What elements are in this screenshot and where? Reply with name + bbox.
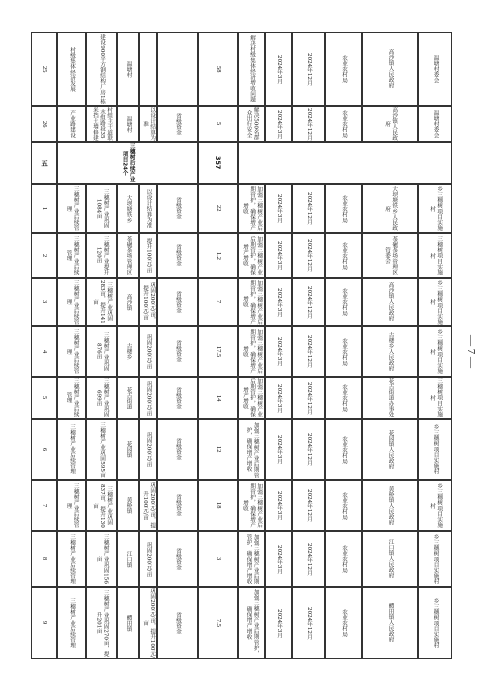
cell-row-no bbox=[31, 419, 57, 480]
cell-end-date bbox=[292, 326, 325, 377]
cell-start-date bbox=[265, 419, 292, 480]
cell-amount bbox=[198, 419, 238, 480]
unit-text: 温塘村委会 bbox=[432, 110, 439, 138]
standard-text: 巩固200元/亩 bbox=[145, 432, 152, 467]
cell-location bbox=[117, 587, 139, 659]
cell-unit bbox=[418, 587, 452, 659]
cell-benefit bbox=[238, 377, 265, 419]
benefit-text: 加强三穗树产业后期管护，确保增产增收 bbox=[245, 589, 259, 657]
cell-fund-source bbox=[157, 326, 198, 377]
cell-unit bbox=[418, 233, 452, 278]
cell-category bbox=[57, 531, 86, 587]
cell-amount bbox=[198, 377, 238, 419]
cell-standard bbox=[139, 480, 157, 531]
cell-standard bbox=[139, 32, 157, 106]
row-no-text: 1 bbox=[41, 206, 49, 211]
cell-unit bbox=[418, 531, 452, 587]
content-text: 三穗树产业提升120亩 bbox=[95, 235, 109, 276]
cell-standard bbox=[139, 184, 157, 233]
cell-amount bbox=[198, 278, 238, 326]
fund-source-text: 省级资金 bbox=[175, 197, 182, 220]
location-text: 茶碾茶场管理区 bbox=[125, 235, 132, 276]
fund-source-text: 省级资金 bbox=[175, 494, 182, 517]
cell-content bbox=[86, 377, 117, 419]
end-date-text: 2024年12月 bbox=[306, 606, 313, 640]
standard-text: 巩固200元/亩 bbox=[145, 334, 152, 369]
implementer-text: 茶碾茶场管理区管委会 bbox=[384, 235, 398, 276]
cell-benefit bbox=[238, 480, 265, 531]
row-no-text: 6 bbox=[41, 447, 49, 452]
fund-source-text: 省级资金 bbox=[175, 611, 182, 635]
cell-end-date bbox=[292, 278, 325, 326]
cell-amount bbox=[198, 531, 238, 587]
category-text: 三穗树产业后续管理 bbox=[69, 533, 76, 585]
cell-implementer bbox=[362, 587, 418, 659]
cell-implementer bbox=[362, 106, 418, 142]
content-text: 三穗树产业巩固1084亩 bbox=[95, 188, 109, 229]
cell-standard bbox=[139, 326, 157, 377]
row-no-text: 4 bbox=[41, 349, 49, 354]
cell-end-date bbox=[292, 106, 325, 142]
cell-location bbox=[117, 326, 139, 377]
row-no-text: 3 bbox=[41, 300, 49, 304]
cell-content bbox=[86, 106, 117, 142]
cell-end-date bbox=[292, 184, 325, 233]
cell-category bbox=[57, 326, 86, 377]
start-date-text: 2024年3月 bbox=[276, 109, 283, 139]
cell-amount bbox=[198, 480, 238, 531]
amount-text: 3 bbox=[215, 557, 223, 561]
cell-amount bbox=[198, 32, 238, 106]
cell-content bbox=[86, 326, 117, 377]
benefit-text: 加强三穗树产业后期管护，确保增产增收 bbox=[241, 483, 263, 528]
cell-unit bbox=[418, 377, 452, 419]
fund-source-text: 省级资金 bbox=[175, 340, 182, 363]
end-date-text: 2024年12月 bbox=[306, 542, 313, 576]
cell-start-date bbox=[265, 377, 292, 419]
benefit-text: 加强三穗树产业后期管护，确保增产增收 bbox=[241, 235, 263, 276]
unit-text: 乡三穗树项目实施村 bbox=[432, 533, 439, 585]
cell-end-date bbox=[292, 480, 325, 531]
cell-start-date bbox=[265, 278, 292, 326]
cell-content bbox=[86, 419, 117, 480]
responsible-dept-text: 农业农村局 bbox=[341, 241, 348, 270]
fund-source-text: 省级资金 bbox=[175, 438, 182, 461]
cell-unit bbox=[418, 278, 452, 326]
end-date-text: 2024年12月 bbox=[306, 239, 313, 272]
row-no-text: 五 bbox=[40, 159, 49, 167]
benefit-text: 加强三穗树产业后期管护，确保增产增收 bbox=[241, 329, 263, 374]
implementer-text: 黄桥镇人民政府 bbox=[387, 485, 394, 526]
row-no-text: 2 bbox=[41, 253, 49, 258]
cell-standard bbox=[139, 377, 157, 419]
cell-row-no bbox=[31, 326, 57, 377]
start-date-text: 2024年3月 bbox=[276, 491, 283, 520]
cell-row-no bbox=[31, 184, 57, 233]
cell-end-date bbox=[292, 32, 325, 106]
cell-start-date bbox=[265, 184, 292, 233]
unit-text: 乡三穗树项目实施村 bbox=[432, 597, 439, 649]
cell-location bbox=[117, 106, 139, 142]
start-date-text: 2024年3月 bbox=[276, 544, 283, 574]
location-text: 醴田镇 bbox=[125, 614, 132, 632]
cell-benefit bbox=[238, 278, 265, 326]
cell-category bbox=[57, 142, 198, 184]
cell-row-no bbox=[31, 278, 57, 326]
responsible-dept-text: 农业农村局 bbox=[341, 384, 348, 412]
end-date-text: 2024年12月 bbox=[306, 381, 313, 415]
cell-row-no bbox=[31, 32, 57, 106]
cell-location bbox=[117, 377, 139, 419]
cell-implementer bbox=[362, 377, 418, 419]
start-date-text: 2024年3月 bbox=[276, 608, 283, 638]
cell-content bbox=[86, 32, 117, 106]
cell-location bbox=[117, 419, 139, 480]
responsible-dept-text: 农业农村局 bbox=[341, 288, 348, 316]
start-date-text: 2024年3月 bbox=[276, 194, 283, 223]
cell-standard bbox=[139, 531, 157, 587]
cell-start-date bbox=[265, 587, 292, 659]
standard-text: 以设计结算为准 bbox=[145, 188, 152, 229]
responsible-dept-text: 农业农村局 bbox=[341, 435, 348, 464]
cell-implementer bbox=[362, 480, 418, 531]
row-no-text: 8 bbox=[41, 557, 49, 561]
unit-text: 乡三穗树项目实施村 bbox=[429, 329, 443, 374]
cell-start-date bbox=[265, 32, 292, 106]
content-text: 三穗树产业巩固595亩 bbox=[99, 421, 106, 478]
cell-content bbox=[86, 184, 117, 233]
implementer-text: 高沙镇人民政府 bbox=[387, 282, 394, 322]
location-text: 花园镇 bbox=[125, 441, 132, 458]
content-text: 村组主干道联水组路段35米挡土墙修建 bbox=[91, 107, 113, 141]
cell-responsible-dept bbox=[325, 184, 362, 233]
implementer-text: 花园镇人民政府 bbox=[387, 429, 394, 470]
location-text: 高沙镇 bbox=[125, 293, 132, 311]
cell-unit bbox=[418, 480, 452, 531]
cell-row-no bbox=[31, 587, 57, 659]
unit-text: 乡三穗树项目实施村 bbox=[432, 424, 439, 475]
cell-responsible-dept bbox=[325, 377, 362, 419]
cell-content bbox=[86, 278, 117, 326]
cell-benefit bbox=[238, 587, 265, 659]
cell-fund-source bbox=[157, 233, 198, 278]
cell-standard bbox=[139, 106, 157, 142]
cell-fund-source bbox=[157, 480, 198, 531]
cell-end-date bbox=[292, 587, 325, 659]
responsible-dept-text: 农业农村局 bbox=[341, 545, 348, 573]
benefit-text: 解决村级集体经济增收问题 bbox=[249, 35, 256, 103]
cell-start-date bbox=[265, 326, 292, 377]
end-date-text: 2024年12月 bbox=[306, 107, 313, 141]
cell-category bbox=[57, 106, 86, 142]
fund-source-text: 省级资金 bbox=[175, 547, 182, 571]
cell-start-date bbox=[265, 480, 292, 531]
amount-text: 357 bbox=[214, 156, 223, 170]
cell-benefit bbox=[238, 32, 265, 106]
standard-text: 提升100元/亩 bbox=[145, 238, 152, 273]
cell-responsible-dept bbox=[325, 587, 362, 659]
implementer-text: 花古街道办事处 bbox=[387, 378, 394, 418]
fund-source-text: 省级资金 bbox=[175, 112, 182, 136]
category-text: 三穗树产业后续管理 bbox=[65, 329, 79, 374]
fund-source-text: 省级资金 bbox=[175, 244, 182, 267]
cell-fund-source bbox=[157, 278, 198, 326]
responsible-dept-text: 农业农村局 bbox=[341, 609, 348, 637]
cell-fund-source bbox=[157, 419, 198, 480]
responsible-dept-text: 农业农村局 bbox=[341, 55, 348, 83]
location-text: 江口镇 bbox=[125, 550, 132, 568]
start-date-text: 2024年3月 bbox=[276, 435, 283, 464]
implementer-text: 古楼乡人民政府 bbox=[387, 331, 394, 372]
page-number: — 7 — bbox=[465, 335, 477, 368]
standard-text: 巩固200元/亩，提升100元/亩 bbox=[142, 482, 156, 529]
benefit-text: 加强三穗树产业后期管护，确保增产增收 bbox=[245, 421, 259, 478]
cell-responsible-dept bbox=[325, 233, 362, 278]
amount-text: 22 bbox=[215, 205, 223, 212]
benefit-text: 加强三穗树产业后期管护，确保增产增收 bbox=[245, 533, 259, 585]
benefit-text: 解决500名群众出行安全 bbox=[245, 107, 259, 141]
start-date-text: 2024年3月 bbox=[276, 54, 283, 84]
responsible-dept-text: 农业农村局 bbox=[341, 110, 348, 138]
content-text: 三穗树产业巩固699亩 bbox=[95, 378, 109, 418]
end-date-text: 2024年12月 bbox=[306, 489, 313, 522]
cell-responsible-dept bbox=[325, 480, 362, 531]
cell-start-date bbox=[265, 106, 292, 142]
cell-implementer bbox=[362, 278, 418, 326]
cell-benefit bbox=[238, 106, 265, 142]
content-text: 三穗树产业巩固270亩，提升201亩 bbox=[95, 589, 109, 657]
row-no-text: 7 bbox=[41, 503, 49, 508]
end-date-text: 2024年12月 bbox=[306, 192, 313, 225]
implementer-text: 江口镇人民政府 bbox=[387, 539, 394, 579]
location-text: 温塘村 bbox=[125, 115, 132, 133]
cell-row-no bbox=[31, 377, 57, 419]
cell-row-no bbox=[31, 531, 57, 587]
amount-text: 58 bbox=[215, 65, 223, 73]
cell-responsible-dept bbox=[325, 419, 362, 480]
cell-unit bbox=[418, 419, 452, 480]
fund-source-text: 省级资金 bbox=[175, 290, 182, 314]
cell-unit bbox=[418, 32, 452, 106]
unit-text: 乡三穗树项目实施村 bbox=[429, 483, 443, 528]
cell-row-no bbox=[31, 106, 57, 142]
standard-text: 巩固200元/亩 bbox=[145, 380, 152, 416]
start-date-text: 2024年3月 bbox=[276, 337, 283, 366]
row-no-text: 9 bbox=[41, 621, 49, 625]
category-text: 产业路建设 bbox=[69, 110, 76, 138]
cell-standard bbox=[139, 278, 157, 326]
cell-content bbox=[86, 480, 117, 531]
cell-responsible-dept bbox=[325, 278, 362, 326]
cell-category bbox=[57, 184, 86, 233]
row-no-text: 25 bbox=[41, 65, 49, 73]
row-no-text: 26 bbox=[41, 120, 49, 128]
cell-fund-source bbox=[157, 32, 198, 106]
content-text: 三穗树产业巩固283亩，提升141亩 bbox=[91, 280, 113, 324]
cell-category bbox=[57, 480, 86, 531]
cell-fund-source bbox=[157, 106, 198, 142]
cell-fund-source bbox=[157, 184, 198, 233]
cell-category bbox=[57, 419, 86, 480]
benefit-text: 加强三穗树产业后期管护，确保增产增收 bbox=[241, 186, 263, 231]
category-text: 三穗树产业后续管理 bbox=[65, 235, 79, 276]
cell-category bbox=[57, 32, 86, 106]
cell-end-date bbox=[292, 233, 325, 278]
category-text: 三穗树产业后续管理 bbox=[65, 279, 79, 325]
amount-text: 12 bbox=[215, 446, 223, 453]
responsible-dept-text: 农业农村局 bbox=[341, 194, 348, 223]
cell-standard bbox=[139, 419, 157, 480]
amount-text: 17.5 bbox=[215, 345, 223, 358]
cell-fund-source bbox=[157, 531, 198, 587]
cell-amount bbox=[198, 587, 238, 659]
responsible-dept-text: 农业农村局 bbox=[341, 337, 348, 366]
end-date-text: 2024年12月 bbox=[306, 335, 313, 368]
cell-unit bbox=[418, 106, 452, 142]
cell-row-no bbox=[31, 142, 57, 184]
category-text: 三穗树产业后续管理 bbox=[65, 483, 79, 528]
cell-start-date bbox=[265, 233, 292, 278]
cell-implementer bbox=[362, 326, 418, 377]
unit-text: 温塘村委会 bbox=[432, 55, 439, 83]
implementer-text: 高沙镇人民政府 bbox=[387, 49, 394, 89]
standard-text: 巩固200元/亩，提升100元/亩 bbox=[142, 281, 156, 323]
cell-responsible-dept bbox=[325, 531, 362, 587]
unit-text: 乡三穗树项目实施村 bbox=[429, 186, 443, 231]
cell-amount bbox=[198, 142, 238, 184]
cell-amount bbox=[198, 106, 238, 142]
cell-category bbox=[57, 233, 86, 278]
location-text: 黄桥镇 bbox=[125, 497, 132, 514]
start-date-text: 2024年3月 bbox=[276, 241, 283, 270]
cell-location bbox=[117, 480, 139, 531]
end-date-text: 2024年12月 bbox=[306, 285, 313, 319]
cell-unit bbox=[418, 326, 452, 377]
cell-fund-source bbox=[157, 377, 198, 419]
cell-responsible-dept bbox=[325, 326, 362, 377]
cell-category bbox=[57, 587, 86, 659]
location-text: 温塘村 bbox=[125, 60, 132, 78]
benefit-text: 加强三穗树产业后期管护，确保增产增收 bbox=[241, 378, 263, 418]
standard-text: 巩固200元/亩，提升100元/亩 bbox=[142, 588, 156, 658]
cell-responsible-dept bbox=[325, 106, 362, 142]
cell-implementer bbox=[362, 419, 418, 480]
start-date-text: 2024年3月 bbox=[276, 383, 283, 413]
unit-text: 乡三穗树项目实施村 bbox=[429, 279, 443, 325]
cell-benefit bbox=[238, 142, 452, 184]
cell-location bbox=[117, 184, 139, 233]
location-text: 大坝塘铁乡 bbox=[125, 194, 132, 223]
cell-content bbox=[86, 233, 117, 278]
cell-standard bbox=[139, 587, 157, 659]
cell-unit bbox=[418, 184, 452, 233]
cell-location bbox=[117, 278, 139, 326]
cell-standard bbox=[139, 233, 157, 278]
location-text: 花古街道 bbox=[125, 386, 132, 410]
category-text: 三穗树产业后续管理 bbox=[65, 186, 79, 231]
content-text: 三穗树产业巩固876亩 bbox=[95, 331, 109, 372]
implementer-text: 高沙镇人民政府 bbox=[384, 107, 398, 141]
cell-location bbox=[117, 233, 139, 278]
cell-benefit bbox=[238, 419, 265, 480]
amount-text: 5 bbox=[215, 122, 223, 126]
cell-content bbox=[86, 587, 117, 659]
cell-amount bbox=[198, 233, 238, 278]
fund-source-text: 省级资金 bbox=[175, 386, 182, 410]
cell-location bbox=[117, 32, 139, 106]
cell-location bbox=[117, 531, 139, 587]
benefit-text: 加强三穗树产业后期管护，确保增产增收 bbox=[241, 279, 263, 325]
start-date-text: 2024年3月 bbox=[276, 287, 283, 317]
amount-text: 14 bbox=[215, 394, 223, 402]
location-text: 古楼乡 bbox=[125, 343, 132, 360]
row-no-text: 5 bbox=[41, 396, 49, 400]
content-text: 建设900平方钢结构厂房1栋 bbox=[99, 33, 106, 105]
cell-amount bbox=[198, 326, 238, 377]
cell-start-date bbox=[265, 531, 292, 587]
cell-benefit bbox=[238, 531, 265, 587]
cell-amount bbox=[198, 184, 238, 233]
cell-benefit bbox=[238, 233, 265, 278]
cell-row-no bbox=[31, 480, 57, 531]
amount-text: 7 bbox=[215, 300, 223, 304]
standard-text: 以设计结算为准 bbox=[142, 107, 156, 141]
cell-row-no bbox=[31, 233, 57, 278]
amount-text: 1.2 bbox=[215, 251, 223, 260]
cell-benefit bbox=[238, 326, 265, 377]
category-text: 三穗树产业后续管理 bbox=[69, 597, 76, 649]
cell-implementer bbox=[362, 184, 418, 233]
category-text: 三穗树产业后续管理 bbox=[65, 378, 79, 418]
unit-text: 三穗树项目实施村 bbox=[429, 378, 443, 418]
cell-responsible-dept bbox=[325, 32, 362, 106]
category-text: 村级集体经济发展 bbox=[69, 46, 76, 92]
cell-fund-source bbox=[157, 587, 198, 659]
amount-text: 18 bbox=[215, 502, 223, 509]
cell-benefit bbox=[238, 184, 265, 233]
standard-text: 巩固200元/亩 bbox=[145, 541, 152, 577]
cell-implementer bbox=[362, 32, 418, 106]
responsible-dept-text: 农业农村局 bbox=[341, 491, 348, 520]
unit-text: 三穗树项目实施村 bbox=[429, 235, 443, 276]
cell-end-date bbox=[292, 531, 325, 587]
end-date-text: 2024年12月 bbox=[306, 52, 313, 86]
cell-end-date bbox=[292, 377, 325, 419]
implementer-text: 大坝塘铁乡人民政府 bbox=[384, 186, 398, 231]
cell-implementer bbox=[362, 531, 418, 587]
cell-category bbox=[57, 278, 86, 326]
cell-category bbox=[57, 377, 86, 419]
cell-end-date bbox=[292, 419, 325, 480]
cell-content bbox=[86, 531, 117, 587]
category-text: 三穗树产业后续管理 bbox=[69, 424, 76, 475]
content-text: 三穗树产业巩固837亩，提升130亩 bbox=[91, 483, 113, 528]
cell-implementer bbox=[362, 233, 418, 278]
content-text: 三穗树产业巩固156亩 bbox=[95, 534, 109, 584]
implementer-text: 醴田镇人民政府 bbox=[387, 603, 394, 643]
end-date-text: 2024年12月 bbox=[306, 433, 313, 466]
amount-text: 7.5 bbox=[215, 619, 223, 627]
category-text: 三穗树后续产业项目24个 bbox=[121, 143, 135, 183]
